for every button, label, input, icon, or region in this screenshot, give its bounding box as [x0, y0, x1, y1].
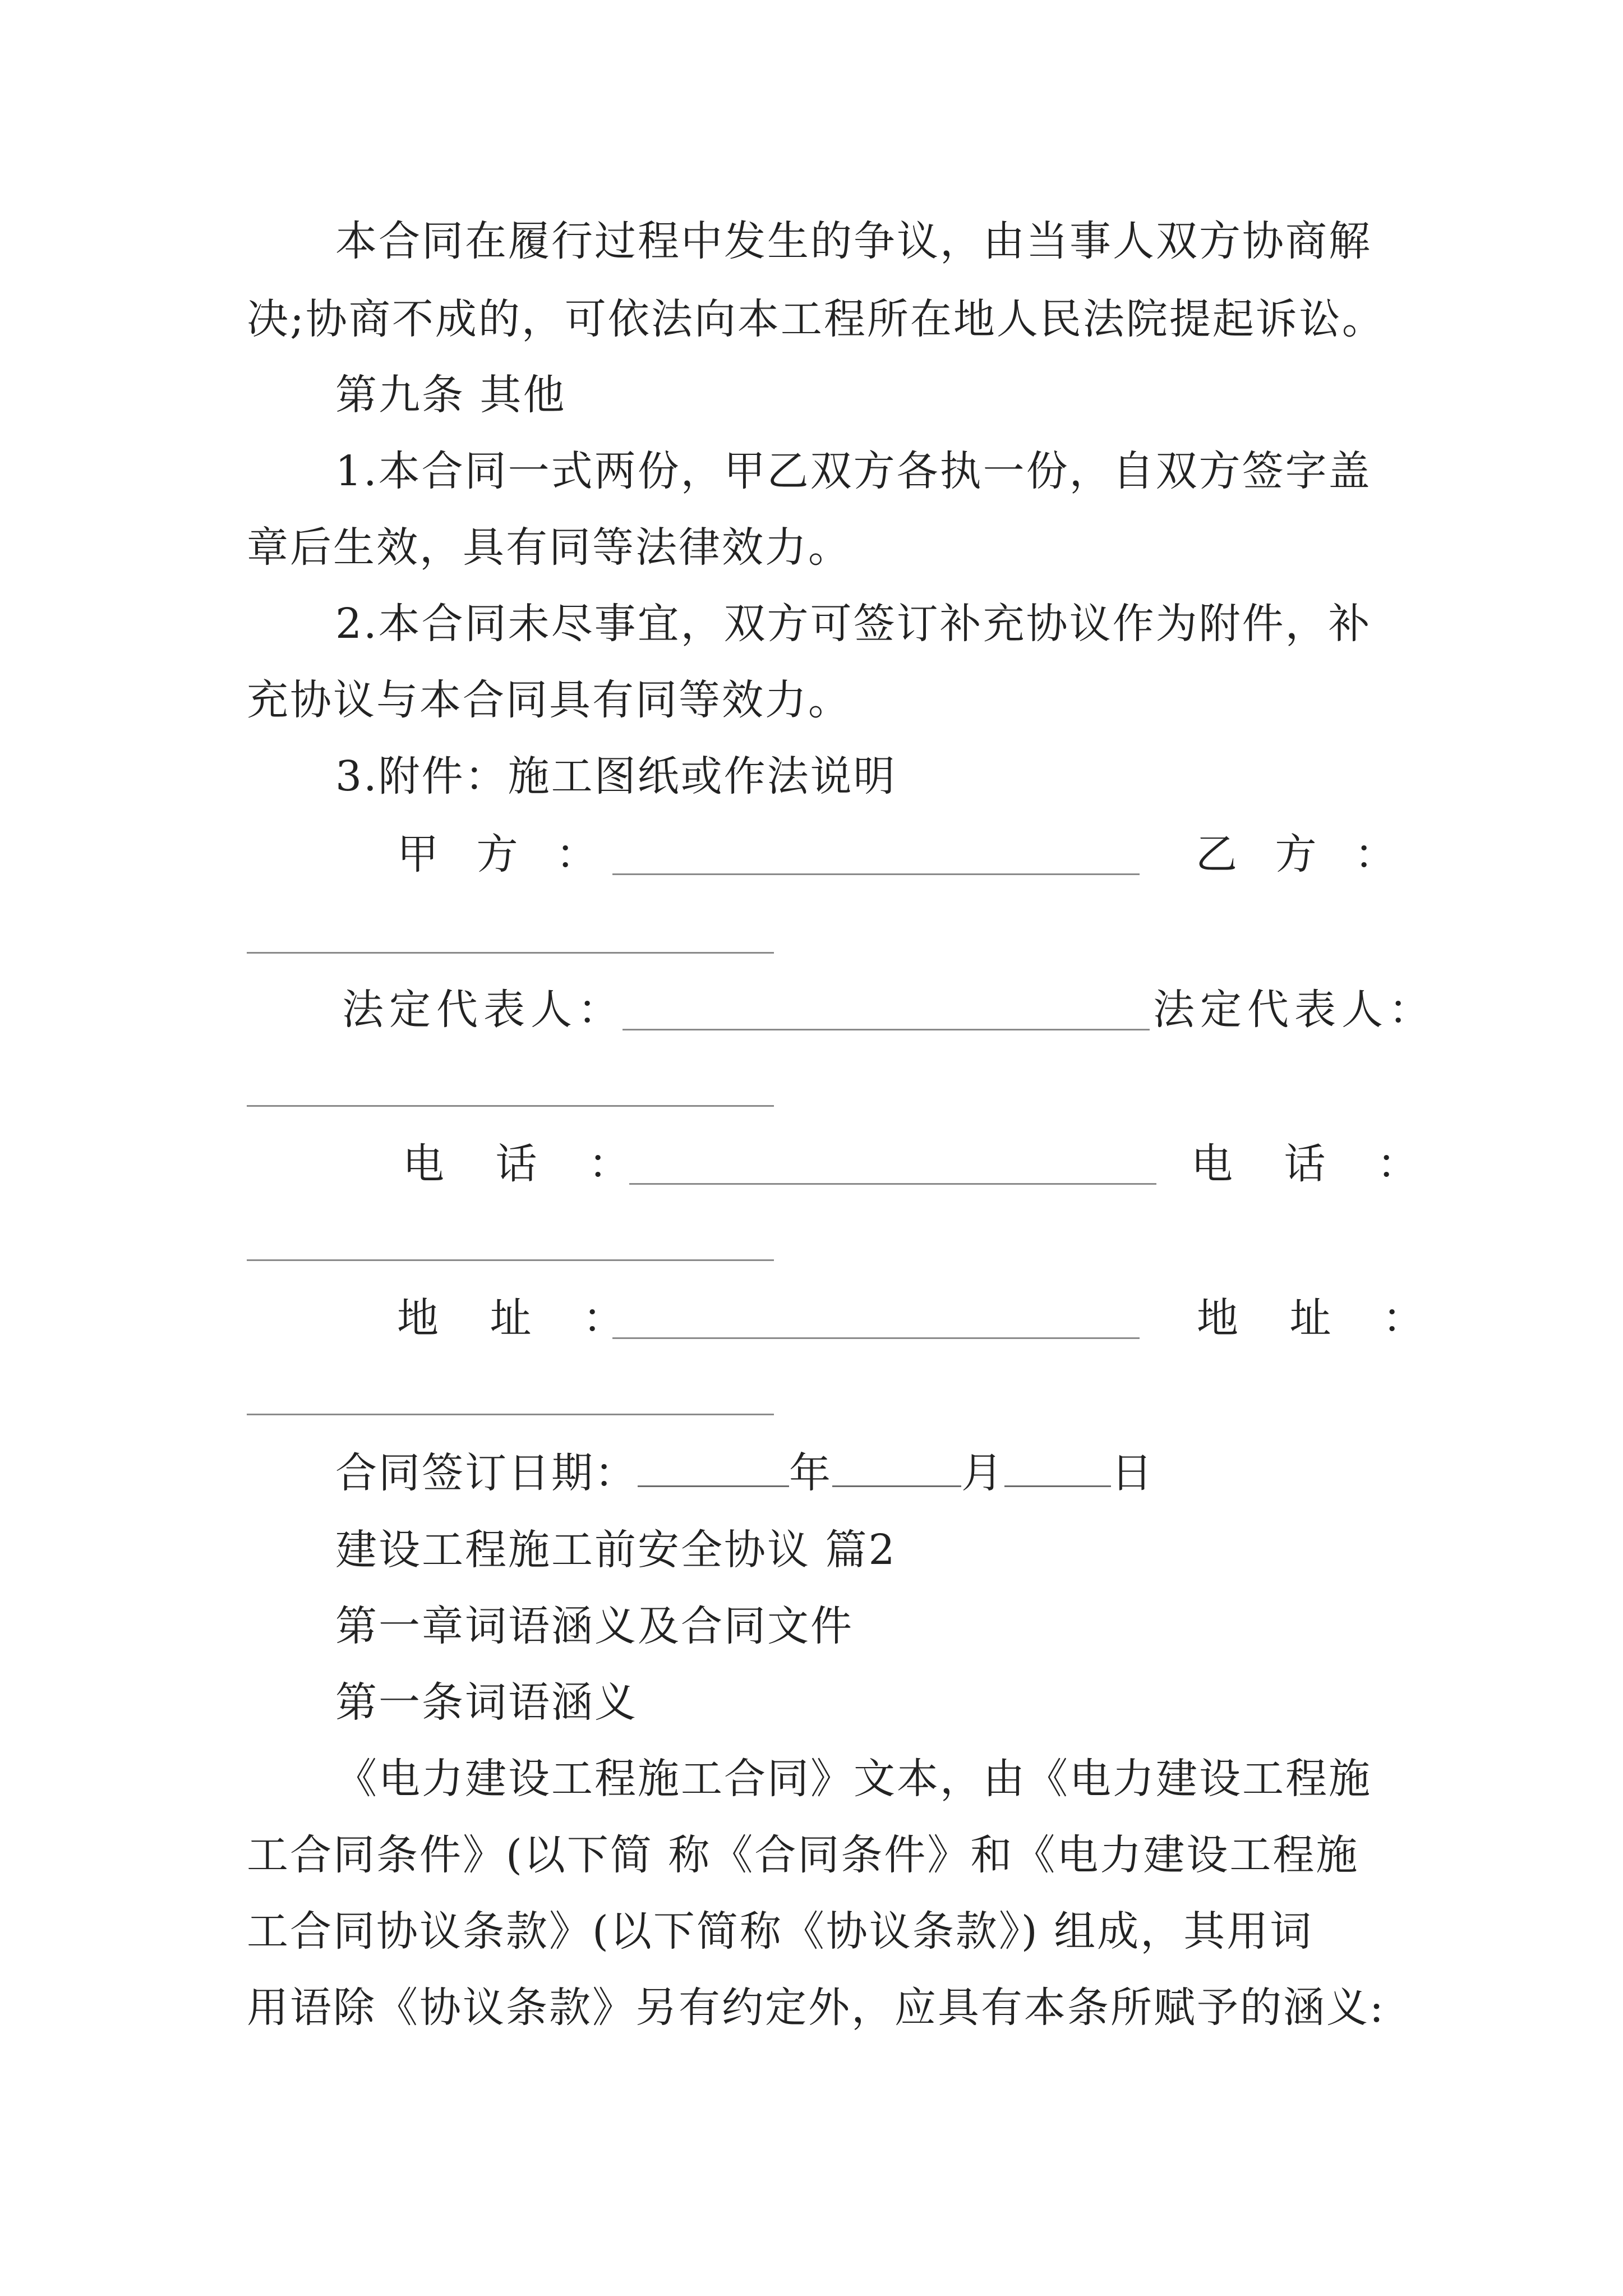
phone-a-label: 电 话 ： [403, 1140, 649, 1188]
item-1-line-1: 1.本合同一式两份，甲乙双方各执一份，自双方签字盖 [335, 447, 1372, 495]
party-a-label: 甲 方 ： [397, 830, 610, 878]
phone-b-label: 电 话 ： [1191, 1140, 1438, 1188]
item-2-line-1: 2.本合同未尽事宜，双方可签订补充协议作为附件，补 [335, 600, 1372, 648]
legal-rep-b-signature-line [247, 1105, 774, 1107]
article-9-heading: 第九条 其他 [335, 371, 566, 419]
signing-date-month: 月 [961, 1449, 1004, 1497]
address-b-signature-line [247, 1414, 774, 1415]
phone-b-signature-line [247, 1259, 774, 1261]
party-b-signature-line [247, 952, 774, 954]
section-2-body-line-4: 用语除《协议条款》另有约定外，应具有本条所赋予的涵义: [247, 1984, 1385, 2032]
signing-year-blank [638, 1452, 789, 1487]
legal-rep-b-label: 法定代表人： [1153, 986, 1436, 1034]
signing-date-year: 年 [789, 1449, 832, 1497]
party-b-label: 乙 方 ： [1196, 830, 1409, 878]
signing-date [335, 1449, 1154, 1497]
section-2-body-line-2: 工合同条件》(以下简 称《合同条件》和《电力建设工程施 [247, 1831, 1359, 1879]
address-b-label: 地 址 ： [1197, 1294, 1444, 1342]
signing-day-blank [1004, 1452, 1111, 1487]
signing-month-blank [832, 1452, 961, 1487]
article-1-heading: 第一条词语涵义 [335, 1678, 638, 1727]
address-a-signature-line [612, 1337, 1140, 1339]
section-2-title: 建设工程施工前安全协议 篇2 [335, 1526, 897, 1574]
phone-a-signature-line [629, 1183, 1156, 1185]
section-2-body-line-3: 工合同协议条款》(以下简称《协议条款》) 组成，其用词 [247, 1907, 1313, 1955]
item-2-line-2: 充协议与本合同具有同等效力。 [247, 676, 851, 724]
signing-date-day: 日 [1111, 1449, 1154, 1497]
legal-rep-a-label: 法定代表人： [342, 986, 625, 1034]
legal-rep-a-signature-line [623, 1029, 1150, 1030]
item-3-attachment: 3.附件：施工图纸或作法说明 [335, 752, 897, 800]
item-1-line-2: 章后生效，具有同等法律效力。 [247, 523, 851, 572]
address-a-label: 地 址 ： [397, 1294, 644, 1342]
chapter-1-heading: 第一章词语涵义及合同文件 [335, 1602, 854, 1650]
section-2-body-line-1: 《电力建设工程施工合同》文本，由《电力建设工程施 [335, 1755, 1372, 1803]
paragraph-dispute-line-2: 决;协商不成的，可依法向本工程所在地人民法院提起诉讼。 [247, 295, 1385, 343]
signing-date-label: 合同签订日期： [335, 1449, 638, 1497]
paragraph-dispute-line-1: 本合同在履行过程中发生的争议，由当事人双方协商解 [335, 217, 1372, 265]
party-a-signature-line [612, 873, 1140, 875]
